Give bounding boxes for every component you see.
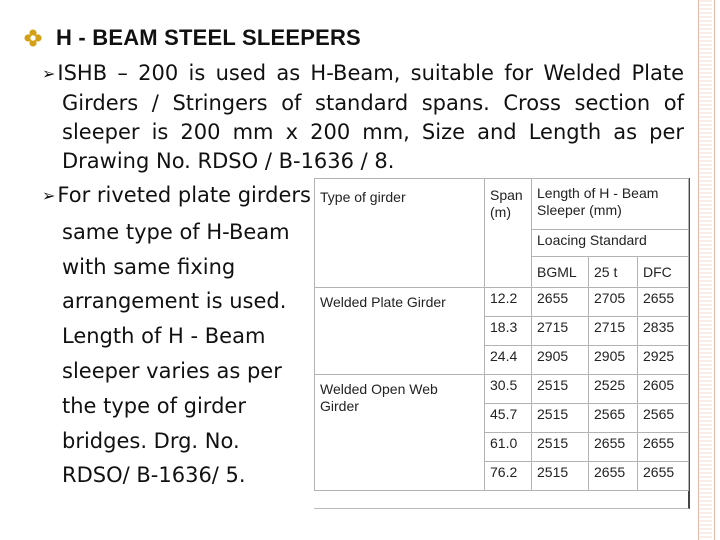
cell-dfc: 2925 bbox=[638, 346, 689, 375]
header-length: Length of H - Beam Sleeper (mm) bbox=[532, 179, 689, 230]
header-loading-standard: Loacing Standard bbox=[532, 230, 689, 257]
cell-25t: 2705 bbox=[589, 288, 638, 317]
cell-span: 12.2 bbox=[485, 288, 532, 317]
paragraph-line: ISHB – 200 is used as H-Beam, suitable for Welded Plate bbox=[57, 61, 684, 85]
cell-bgml: 2655 bbox=[532, 288, 589, 317]
cell-25t: 2715 bbox=[589, 317, 638, 346]
decorative-border bbox=[692, 0, 720, 540]
paragraph-ishb bbox=[42, 59, 684, 176]
cell-span: 45.7 bbox=[485, 404, 532, 433]
table-header-row bbox=[315, 179, 689, 230]
paragraph-line: with same fixing bbox=[62, 254, 236, 279]
cell-dfc: 2655 bbox=[638, 462, 689, 491]
cell-span: 18.3 bbox=[485, 317, 532, 346]
cell-25t: 2655 bbox=[589, 433, 638, 462]
cell-dfc: 2835 bbox=[638, 317, 689, 346]
paragraph-line: bridges. Drg. No. bbox=[62, 428, 240, 453]
cell-bgml: 2905 bbox=[532, 346, 589, 375]
cell-span: 24.4 bbox=[485, 346, 532, 375]
paragraph-line: sleeper varies as per bbox=[62, 358, 282, 383]
paragraph-line: the type of girder bbox=[62, 393, 246, 418]
paragraph-line: Length of H - Beam bbox=[62, 324, 266, 349]
table-row bbox=[315, 375, 689, 404]
sleeper-length-table bbox=[314, 178, 690, 509]
header-span: Span (m) bbox=[485, 179, 532, 288]
header-dfc: DFC bbox=[638, 257, 689, 288]
cell-dfc: 2655 bbox=[638, 433, 689, 462]
cell-dfc: 2565 bbox=[638, 404, 689, 433]
cell-25t: 2905 bbox=[589, 346, 638, 375]
paragraph-line: Girders / Stringers of standard spans. Cross section of bbox=[62, 91, 684, 115]
paragraph-line: arrangement is used. bbox=[62, 289, 287, 314]
cell-bgml: 2515 bbox=[532, 462, 589, 491]
cell-bgml: 2715 bbox=[532, 317, 589, 346]
cell-dfc: 2655 bbox=[638, 288, 689, 317]
slide-title: H - BEAM STEEL SLEEPERS bbox=[56, 25, 361, 50]
slide-title-row bbox=[24, 24, 361, 52]
paragraph-line: Drawing No. RDSO / B-1636 / 8. bbox=[62, 149, 395, 173]
paragraph-line: same type of H-Beam bbox=[62, 219, 290, 244]
paragraph-riveted bbox=[42, 178, 322, 493]
cell-span: 61.0 bbox=[485, 433, 532, 462]
cell-bgml: 2515 bbox=[532, 375, 589, 404]
cell-span: 30.5 bbox=[485, 375, 532, 404]
cell-bgml: 2515 bbox=[532, 404, 589, 433]
arrow-bullet-icon: ➢ bbox=[42, 64, 56, 83]
group-welded-plate-girder: Welded Plate Girder bbox=[315, 288, 485, 375]
flower-bullet-icon bbox=[24, 29, 42, 47]
header-type-of-girder: Type of girder bbox=[315, 179, 485, 288]
paragraph-line: RDSO/ B-1636/ 5. bbox=[62, 463, 246, 488]
paragraph-line: For riveted plate girders bbox=[57, 183, 311, 207]
cell-25t: 2525 bbox=[589, 375, 638, 404]
cell-span: 76.2 bbox=[485, 462, 532, 491]
cell-dfc: 2605 bbox=[638, 375, 689, 404]
cell-25t: 2655 bbox=[589, 462, 638, 491]
header-25t: 25 t bbox=[589, 257, 638, 288]
cell-bgml: 2515 bbox=[532, 433, 589, 462]
paragraph-line: sleeper is 200 mm x 200 mm, Size and Length as per bbox=[62, 120, 684, 144]
header-bgml: BGML bbox=[532, 257, 589, 288]
cell-25t: 2565 bbox=[589, 404, 638, 433]
arrow-bullet-icon: ➢ bbox=[42, 186, 56, 205]
group-welded-open-web-girder: Welded Open Web Girder bbox=[315, 375, 485, 491]
table-row bbox=[315, 288, 689, 317]
